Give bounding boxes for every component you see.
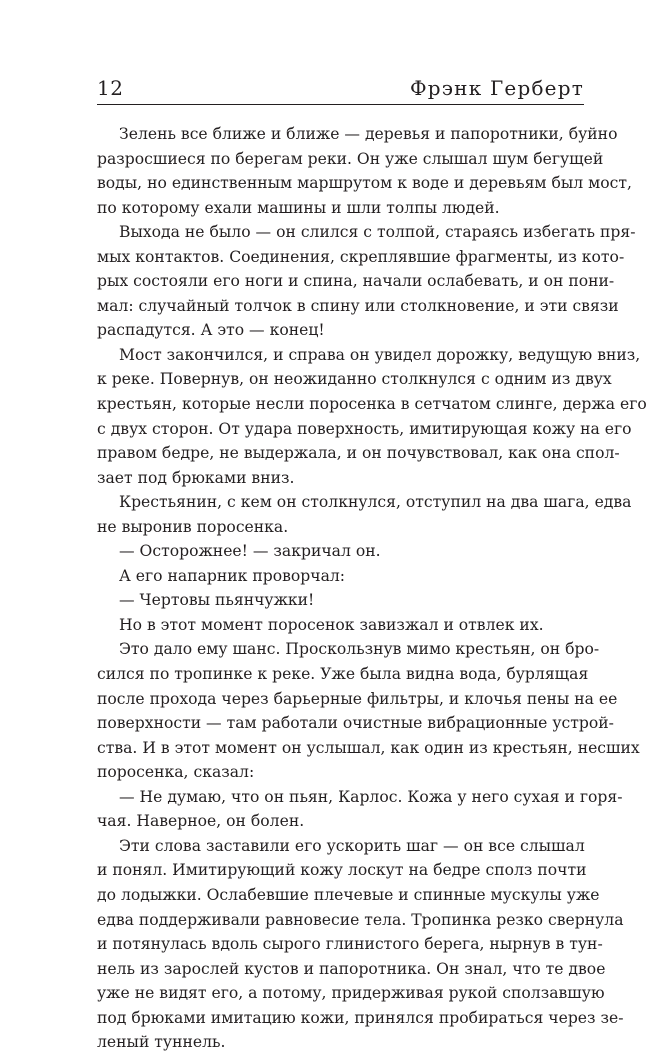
text-line: поросенка, сказал: [97, 763, 255, 782]
text-line: с двух сторон. От удара поверхность, имитирующая кожу на его [97, 419, 632, 438]
text-line: к реке. Повернув, он неожиданно столкнулся с одним из двух [97, 370, 612, 389]
text-line: нель из зарослей кустов и папоротника. Он знал, что те двое [97, 959, 606, 978]
page-number: 12 [97, 76, 124, 100]
paragraph [97, 564, 584, 589]
paragraph [97, 539, 584, 564]
text-line: не выронив поросенка. [97, 517, 289, 536]
header-rule [97, 104, 584, 105]
text-line: ства. И в этот момент он услышал, как один из крестьян, несших [97, 738, 640, 757]
text-line: и понял. Имитирующий кожу лоскут на бедре сполз почти [97, 861, 587, 880]
paragraph [97, 637, 640, 784]
text-line: Выхода не было — он слился с толпой, стараясь избегать пря- [119, 223, 636, 242]
paragraph [97, 220, 636, 343]
text-line: после прохода через барьерные фильтры, и клочья пены на ее [97, 689, 618, 708]
text-line: сился по тропинке к реке. Уже была видна вода, бурлящая [97, 665, 589, 684]
text-body [97, 122, 647, 1055]
text-line: мых контактов. Соединения, скреплявшие фрагменты, из кото- [97, 247, 625, 266]
text-line: — Не думаю, что он пьян, Карлос. Кожа у него сухая и горя- [119, 787, 623, 806]
text-line: рых состояли его ноги и спина, начали ослабевать, и он пони- [97, 272, 615, 291]
paragraph [97, 785, 623, 834]
text-line: правом бедре, не выдержала, и он почувствовал, как она спол- [97, 444, 620, 463]
text-line: и потянулась вдоль сырого глинистого берега, нырнув в тун- [97, 935, 603, 954]
text-line: крестьян, которые несли поросенка в сетчатом слинге, держа его [97, 395, 647, 414]
text-line: Это дало ему шанс. Проскользнув мимо крестьян, он бро- [119, 640, 600, 659]
text-line: Зелень все ближе и ближе — деревья и папоротники, буйно [119, 125, 618, 143]
text-line: — Чертовы пьянчужки! [119, 591, 315, 610]
paragraph [97, 490, 632, 539]
text-line: уже не видят его, а потому, придерживая рукой сползавшую [97, 984, 605, 1003]
text-line: Мост закончился, и справа он увидел дорожку, ведущую вниз, [119, 345, 641, 364]
text-line: — Осторожнее! — закричал он. [119, 542, 381, 561]
book-author: Фрэнк Герберт [409, 76, 584, 100]
text-line: зает под брюками вниз. [97, 468, 295, 487]
text-line: Но в этот момент поросенок завизжал и отвлек их. [119, 615, 544, 634]
paragraph [97, 613, 584, 638]
text-line: А его напарник проворчал: [119, 566, 346, 585]
text-line: распадутся. А это — конец! [97, 321, 325, 340]
text-line: по которому ехали машины и шли толпы людей. [97, 198, 500, 217]
running-head [97, 70, 584, 104]
text-line: под брюками имитацию кожи, принялся пробираться через зе- [97, 1008, 624, 1027]
paragraph [97, 588, 584, 613]
text-line: поверхности — там работали очистные вибрационные устрой- [97, 714, 614, 733]
text-line: до лодыжки. Ослабевшие плечевые и спинные мускулы уже [97, 885, 600, 904]
text-line: едва поддерживали равновесие тела. Тропинка резко свернула [97, 910, 624, 929]
text-line: леный туннель. [97, 1033, 226, 1052]
text-line: мал: случайный толчок в спину или столкновение, и эти связи [97, 296, 619, 315]
text-line: Эти слова заставили его ускорить шаг — он все слышал [119, 836, 585, 855]
text-line: воды, но единственным маршрутом к воде и деревьям был мост, [97, 174, 632, 193]
paragraph [97, 834, 624, 1055]
paragraph [97, 122, 632, 220]
text-line: чая. Наверное, он болен. [97, 812, 305, 831]
paragraph [97, 343, 647, 490]
text-line: разросшиеся по берегам реки. Он уже слышал шум бегущей [97, 149, 604, 168]
text-line: Крестьянин, с кем он столкнулся, отступил на два шага, едва [119, 493, 632, 512]
